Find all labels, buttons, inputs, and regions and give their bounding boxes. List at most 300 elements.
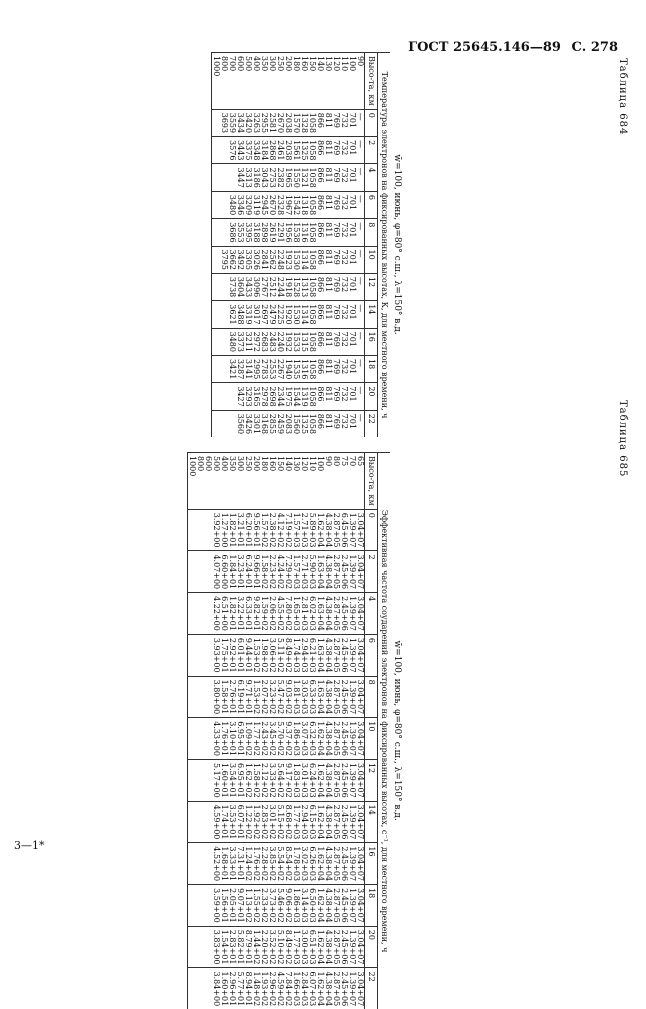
- value-cell: 1.39+07: [348, 805, 356, 840]
- value-cell: 6.50+03: [308, 888, 316, 923]
- value-cell: 5.17+00: [212, 763, 220, 798]
- time-column-header: 4: [365, 593, 378, 635]
- value-cell: 3348: [252, 140, 260, 160]
- value-cell: 3.01+02: [268, 805, 276, 840]
- value-cell: 9.03+02: [284, 680, 292, 715]
- value-cell: 4.38+04: [324, 721, 332, 756]
- value-cell: 2248: [276, 250, 284, 270]
- height-cell: [188, 453, 365, 510]
- value-cell: 4.38+04: [324, 513, 332, 548]
- value-cell: 1528: [292, 277, 300, 297]
- value-cell: 4.38+04: [324, 805, 332, 840]
- value-cell: 2619: [268, 222, 276, 242]
- value-cell: 1.60+01: [220, 971, 228, 1006]
- value-cell: 1.39+07: [348, 888, 356, 923]
- value-cell: 1.82+01: [228, 596, 236, 631]
- value-cell: 732: [340, 195, 348, 215]
- value-cell: 2328: [276, 195, 284, 215]
- value-cell: 2.96+02: [268, 971, 276, 1006]
- value-cell: 4.52+00: [212, 846, 220, 881]
- height-value: 180: [292, 56, 300, 106]
- value-cell: 9.71+01: [244, 680, 252, 715]
- value-cell: 2.87+05: [332, 721, 340, 756]
- value-cell: 1058: [308, 140, 316, 160]
- height-value: 200: [284, 56, 292, 106]
- value-cell: 701: [348, 277, 356, 297]
- value-cell: 701: [348, 113, 356, 133]
- value-cell: 2.76+01: [228, 680, 236, 715]
- value-cell: 769: [332, 113, 340, 133]
- value-cell: 3186: [252, 167, 260, 187]
- value-cell: 6.45+06: [340, 513, 348, 548]
- value-cell: 3.03+03: [300, 680, 308, 715]
- value-cell: 811: [324, 140, 332, 160]
- value-cell: 1530: [292, 304, 300, 324]
- value-cell: 2.87+05: [332, 680, 340, 715]
- value-cell: 1965: [284, 167, 292, 187]
- value-cell: 866: [316, 386, 324, 406]
- value-cell: 2461: [276, 140, 284, 160]
- table-685-label: Таблица 685: [617, 400, 628, 477]
- value-cell: 4.59+02: [276, 971, 284, 1006]
- value-cell: 2.05+01: [228, 888, 236, 923]
- value-cell: 7.80+02: [284, 596, 292, 631]
- value-cell: 2.45+06: [340, 930, 348, 965]
- value-cell: 1319: [300, 386, 308, 406]
- value-cell: 701: [348, 167, 356, 187]
- value-cell: 5.90+03: [308, 554, 316, 589]
- value-cell: 3.33+02: [268, 763, 276, 798]
- value-cell: 5.54+02: [276, 846, 284, 881]
- value-column: [188, 718, 365, 760]
- value-cell: 3141: [244, 359, 252, 379]
- value-cell: 769: [332, 167, 340, 187]
- value-cell: 2240: [276, 332, 284, 352]
- height-value: 500: [212, 456, 220, 506]
- time-column-header: 8: [365, 676, 378, 718]
- value-cell: 866: [316, 167, 324, 187]
- height-value: 90: [356, 56, 364, 106]
- value-cell: 7.31+01: [236, 846, 244, 881]
- value-cell: 811: [324, 195, 332, 215]
- value-cell: 7.29+02: [284, 554, 292, 589]
- value-cell: 5.89+03: [308, 513, 316, 548]
- value-cell: 3.22+01: [236, 596, 244, 631]
- value-cell: 5.70+02: [276, 721, 284, 756]
- height-value: 600: [236, 56, 244, 106]
- value-cell: 1321: [300, 167, 308, 187]
- value-cell: 3.01+03: [300, 763, 308, 798]
- value-cell: 811: [324, 250, 332, 270]
- value-cell: 2.87+05: [332, 554, 340, 589]
- value-cell: 6.26+03: [308, 846, 316, 881]
- value-cell: 1.58+02: [260, 554, 268, 589]
- time-column-header: 12: [365, 273, 378, 300]
- value-cell: 1.55+02: [252, 888, 260, 923]
- value-cell: 6.32+03: [308, 721, 316, 756]
- value-cell: 3096: [252, 277, 260, 297]
- value-cell: 3346: [236, 195, 244, 215]
- height-value: 350: [228, 456, 236, 506]
- time-column-header: 18: [365, 885, 378, 927]
- value-cell: 3.04+07: [356, 763, 364, 798]
- value-column: [212, 410, 365, 437]
- value-cell: 2.96+01: [228, 971, 236, 1006]
- table-684-grid: [211, 52, 390, 437]
- value-cell: 1316: [300, 222, 308, 242]
- value-cell: 866: [316, 250, 324, 270]
- value-cell: 769: [332, 195, 340, 215]
- value-cell: 3.00+03: [300, 930, 308, 965]
- value-cell: 811: [324, 304, 332, 324]
- value-cell: 1316: [300, 359, 308, 379]
- time-column-header: 18: [365, 355, 378, 382]
- value-cell: 3.04+07: [356, 554, 364, 589]
- value-cell: 2.23+02: [268, 554, 276, 589]
- table-684-title: w̄=100, июнь, φ=80° с.ш., λ=150° в.д.: [392, 52, 402, 437]
- value-cell: 3375: [244, 140, 252, 160]
- value-cell: 8.49+02: [284, 930, 292, 965]
- height-value: 400: [252, 56, 260, 106]
- value-cell: 1.13+02: [244, 888, 252, 923]
- value-cell: 1.93+02: [260, 971, 268, 1006]
- value-cell: 2.45+06: [340, 971, 348, 1006]
- time-column-header: 6: [365, 634, 378, 676]
- value-cell: —: [356, 167, 364, 187]
- value-cell: 1.62+04: [316, 805, 324, 840]
- value-cell: 3686: [228, 222, 236, 242]
- value-cell: 3.06+02: [268, 638, 276, 673]
- value-cell: 6.33+01: [244, 596, 252, 631]
- value-cell: 6.07+03: [308, 971, 316, 1006]
- value-cell: 811: [324, 414, 332, 434]
- table-684-subtitle: Температура электронов на фиксированных высотах, К, для местного времени, ч: [378, 53, 391, 438]
- value-cell: 6.15+03: [308, 805, 316, 840]
- value-cell: 1.62+04: [316, 721, 324, 756]
- value-column: [188, 801, 365, 843]
- height-value: 110: [340, 56, 348, 106]
- value-cell: 1.74+01: [220, 805, 228, 840]
- time-column-header: 12: [365, 759, 378, 801]
- value-cell: 2.45+06: [340, 805, 348, 840]
- value-cell: 1058: [308, 250, 316, 270]
- height-value: 180: [260, 456, 268, 506]
- height-value: 500: [244, 56, 252, 106]
- value-cell: 3492: [236, 250, 244, 270]
- value-cell: 4.38+04: [324, 930, 332, 965]
- value-cell: 1.92+02: [252, 805, 260, 840]
- value-cell: 3693: [220, 113, 228, 133]
- value-cell: 1.74+03: [292, 638, 300, 673]
- value-cell: 5.82+01: [236, 930, 244, 965]
- table-685-subtitle: Эффективная частота соударений электронов на фиксированных высотах, с⁻¹, для местного времени, ч: [378, 453, 391, 1009]
- time-column-header: 16: [365, 328, 378, 355]
- height-value: 150: [276, 456, 284, 506]
- height-value: 1000: [188, 456, 196, 506]
- value-cell: 3.52+02: [268, 930, 276, 965]
- value-cell: 1.63+04: [316, 638, 324, 673]
- value-cell: 1570: [292, 113, 300, 133]
- value-cell: 7.19+02: [284, 513, 292, 548]
- value-cell: 1.44+02: [252, 930, 260, 965]
- value-cell: 3.04+07: [356, 638, 364, 673]
- value-cell: 1.39+07: [348, 554, 356, 589]
- value-cell: 3434: [236, 113, 244, 133]
- time-column-header: 0: [365, 109, 378, 136]
- value-cell: 701: [348, 140, 356, 160]
- value-cell: 3.04+07: [356, 971, 364, 1006]
- value-cell: 1.98+02: [260, 638, 268, 673]
- value-cell: 3.54+01: [228, 763, 236, 798]
- value-cell: 2.84+03: [300, 971, 308, 1006]
- value-column: [188, 593, 365, 635]
- value-cell: 3188: [252, 222, 260, 242]
- value-cell: 3.80+00: [212, 680, 220, 715]
- value-cell: 5.77+01: [236, 971, 244, 1006]
- value-cell: 3.04+07: [356, 596, 364, 631]
- value-cell: 2.92+01: [228, 638, 236, 673]
- value-cell: 8.94+01: [244, 971, 252, 1006]
- time-column-header: 6: [365, 191, 378, 218]
- value-cell: 811: [324, 332, 332, 352]
- value-cell: 1.58+01: [220, 680, 228, 715]
- value-cell: 769: [332, 332, 340, 352]
- value-cell: 2038: [284, 140, 292, 160]
- table-685-grid: [187, 452, 390, 1009]
- value-cell: 3.04+07: [356, 721, 364, 756]
- value-cell: 701: [348, 304, 356, 324]
- value-column: [212, 328, 365, 355]
- time-column-header: 14: [365, 301, 378, 328]
- value-cell: 1550: [292, 167, 300, 187]
- value-column: [188, 843, 365, 885]
- value-cell: 6.24+03: [308, 763, 316, 798]
- value-cell: 1.58+02: [252, 763, 260, 798]
- value-cell: 4.38+04: [324, 763, 332, 798]
- value-cell: 1.63+04: [316, 554, 324, 589]
- height-value: 110: [308, 456, 316, 506]
- value-cell: 1318: [300, 195, 308, 215]
- value-cell: 3.85+02: [268, 846, 276, 881]
- value-cell: 3.84+00: [212, 971, 220, 1006]
- height-value: 75: [340, 456, 348, 506]
- height-value: 350: [260, 56, 268, 106]
- value-cell: —: [356, 304, 364, 324]
- value-cell: 1923: [284, 250, 292, 270]
- value-cell: 9.44+01: [244, 638, 252, 673]
- value-cell: —: [356, 222, 364, 242]
- value-cell: 1058: [308, 359, 316, 379]
- value-cell: —: [356, 332, 364, 352]
- value-cell: 2.87+05: [332, 846, 340, 881]
- value-cell: 1932: [284, 332, 292, 352]
- value-cell: 3.83+00: [212, 930, 220, 965]
- value-cell: 3373: [236, 332, 244, 352]
- value-cell: 866: [316, 113, 324, 133]
- value-column: [212, 355, 365, 382]
- value-cell: 3.04+07: [356, 680, 364, 715]
- value-cell: 1.39+07: [348, 638, 356, 673]
- value-cell: 1.22+02: [244, 805, 252, 840]
- height-value: 120: [332, 56, 340, 106]
- value-cell: 4.38+04: [324, 638, 332, 673]
- value-cell: 866: [316, 195, 324, 215]
- value-cell: 2698: [268, 386, 276, 406]
- value-cell: 7.84+02: [284, 971, 292, 1006]
- height-value: 200: [252, 456, 260, 506]
- value-cell: —: [356, 277, 364, 297]
- value-cell: 6.60+00: [220, 554, 228, 589]
- time-column-header: 16: [365, 843, 378, 885]
- value-cell: 2.83+02: [260, 805, 268, 840]
- value-cell: 5.46+02: [276, 888, 284, 923]
- value-cell: 3305: [244, 250, 252, 270]
- value-cell: 3.33+01: [228, 846, 236, 881]
- value-column: [212, 137, 365, 164]
- height-value: 800: [196, 456, 204, 506]
- value-cell: 732: [340, 250, 348, 270]
- value-cell: 3313: [244, 167, 252, 187]
- time-column-header: 4: [365, 164, 378, 191]
- page-footer: 3—1*: [14, 839, 45, 852]
- value-cell: 3621: [228, 304, 236, 324]
- value-column: [212, 109, 365, 136]
- height-value: 400: [220, 456, 228, 506]
- value-cell: 3.10+01: [228, 721, 236, 756]
- value-cell: 1.39+07: [348, 846, 356, 881]
- value-cell: 1.60+01: [220, 763, 228, 798]
- value-cell: 2995: [252, 359, 260, 379]
- value-cell: 9.66+01: [252, 554, 260, 589]
- value-cell: 2753: [268, 167, 276, 187]
- value-column: [212, 246, 365, 273]
- value-cell: 1.77+02: [252, 721, 260, 756]
- value-cell: 2.45+06: [340, 596, 348, 631]
- value-cell: 3433: [244, 277, 252, 297]
- value-cell: 5.10+02: [276, 930, 284, 965]
- value-cell: 6.95+01: [236, 721, 244, 756]
- time-column-header: 22: [365, 410, 378, 437]
- height-value: 300: [268, 56, 276, 106]
- value-cell: 1325: [300, 414, 308, 434]
- value-cell: 1544: [292, 386, 300, 406]
- value-cell: 1.53+02: [252, 638, 260, 673]
- value-cell: 3.59+00: [212, 888, 220, 923]
- value-cell: 811: [324, 277, 332, 297]
- value-cell: 2382: [276, 167, 284, 187]
- value-cell: 2244: [276, 277, 284, 297]
- value-cell: 3287: [236, 359, 244, 379]
- time-column-header: 20: [365, 383, 378, 410]
- value-cell: 4.12+02: [276, 513, 284, 548]
- value-cell: 1.86+03: [292, 888, 300, 923]
- value-cell: 3.92+00: [212, 513, 220, 548]
- value-cell: 3.04+07: [356, 846, 364, 881]
- value-cell: 866: [316, 359, 324, 379]
- value-cell: 4.38+04: [324, 888, 332, 923]
- value-cell: —: [356, 140, 364, 160]
- height-value: 90: [324, 456, 332, 506]
- time-column-header: 8: [365, 219, 378, 246]
- value-cell: 6.33+03: [308, 680, 316, 715]
- value-cell: 1058: [308, 304, 316, 324]
- value-cell: 4.38+04: [324, 554, 332, 589]
- value-cell: 3.53+01: [228, 805, 236, 840]
- value-cell: 732: [340, 414, 348, 434]
- height-value: 130: [324, 56, 332, 106]
- value-cell: 2898: [260, 222, 268, 242]
- value-cell: 2868: [268, 140, 276, 160]
- value-cell: 701: [348, 359, 356, 379]
- value-cell: 2670: [268, 195, 276, 215]
- height-column-header: Высо-та, км: [365, 53, 378, 110]
- value-cell: 2.45+06: [340, 846, 348, 881]
- value-cell: 3017: [252, 304, 260, 324]
- value-cell: 2.87+05: [332, 596, 340, 631]
- value-cell: 3426: [244, 414, 252, 434]
- value-cell: 866: [316, 140, 324, 160]
- value-cell: 3165: [252, 386, 260, 406]
- value-column: [212, 191, 365, 218]
- value-cell: 2.87+05: [332, 638, 340, 673]
- value-cell: 1940: [284, 359, 292, 379]
- value-cell: 732: [340, 332, 348, 352]
- value-cell: 2955: [260, 113, 268, 133]
- value-cell: 769: [332, 277, 340, 297]
- value-cell: 2972: [252, 332, 260, 352]
- value-cell: 866: [316, 304, 324, 324]
- value-cell: 2267: [276, 359, 284, 379]
- value-cell: 2.87+05: [332, 763, 340, 798]
- value-cell: 9.56+01: [252, 513, 260, 548]
- value-cell: 1058: [308, 414, 316, 434]
- value-cell: 3026: [252, 250, 260, 270]
- value-cell: 3.04+07: [356, 930, 364, 965]
- value-cell: 1.39+07: [348, 930, 356, 965]
- value-cell: 701: [348, 414, 356, 434]
- value-cell: 2.45+06: [340, 680, 348, 715]
- value-cell: 811: [324, 222, 332, 242]
- value-cell: 1.39+07: [348, 721, 356, 756]
- value-cell: 3662: [228, 250, 236, 270]
- value-cell: 3559: [228, 113, 236, 133]
- height-value: 140: [284, 456, 292, 506]
- value-cell: 3319: [244, 304, 252, 324]
- page-header: [402, 40, 618, 55]
- value-cell: 1.81+03: [292, 680, 300, 715]
- value-cell: 3480: [228, 195, 236, 215]
- height-column-header: Высо-та, км: [365, 453, 378, 510]
- value-cell: 1.24+02: [244, 846, 252, 881]
- value-cell: 2783: [260, 359, 268, 379]
- value-cell: 1328: [300, 113, 308, 133]
- height-value: 140: [316, 56, 324, 106]
- height-cell: [212, 53, 365, 110]
- value-column: [188, 676, 365, 718]
- value-cell: 1.76+01: [220, 721, 228, 756]
- value-cell: 1560: [292, 414, 300, 434]
- value-cell: 2.71+03: [300, 513, 308, 548]
- value-cell: 2.45+06: [340, 554, 348, 589]
- value-column: [188, 968, 365, 1009]
- value-cell: 3.93+00: [212, 638, 220, 673]
- value-cell: 701: [348, 195, 356, 215]
- value-cell: 3480: [228, 332, 236, 352]
- value-cell: 1.39+07: [348, 513, 356, 548]
- value-cell: 1.09+02: [244, 721, 252, 756]
- value-cell: 3447: [236, 167, 244, 187]
- value-cell: 769: [332, 414, 340, 434]
